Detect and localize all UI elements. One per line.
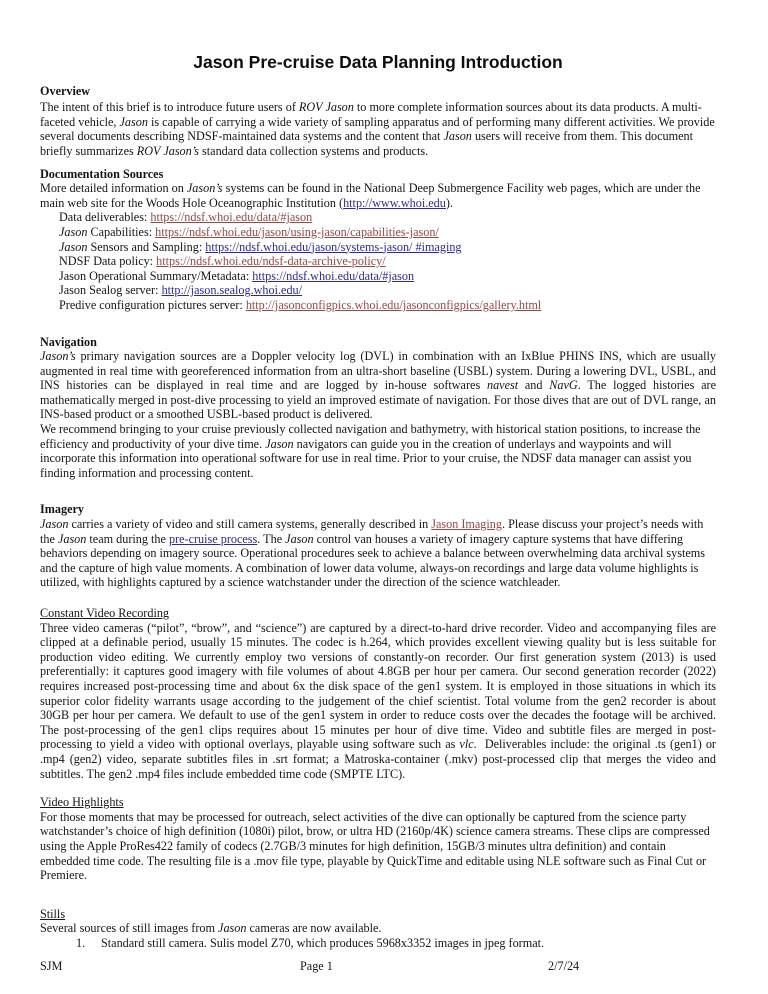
paragraph [40,422,716,480]
item-text [101,936,544,951]
text-run: ROV Jason [298,100,354,115]
hyperlink[interactable]: https://ndsf.whoi.edu/jason/systems-jason/ #imaging [205,239,462,254]
link-list-item [59,298,716,313]
document-content [40,84,716,951]
paragraph [40,517,716,590]
footer-author: SJM [40,959,63,974]
text-run: . The [257,531,286,546]
text-run: team during the [86,531,169,546]
link-list-item [59,225,716,240]
paragraph [40,921,716,936]
link-list-item [59,283,716,298]
text-run: Jason [218,921,247,936]
page-footer [40,959,716,975]
text-run: Three video cameras (“pilot”, “brow”, and “science”) are captured by a direct-to-hard drive recorder. Video and accompanying files are clipped at a definable period, usually 15 minutes. The codec is h.264, which provides excellent viewing quality but is less suitable for production video editing. We currently employ two versions of constantly-on recorder. Our first generation system (2013) is used preferentially: it captures good imagery with file volumes of about 4.8GB per hour per camera. Our second generation recorder (2022) requires increased post-processing time and about 6x the disk space of the gen1 system. It is employed in those situations in which its superior color fidelity warrants usage according to the judgement of the chief scientist. Total volume from the gen2 recorder is about 30GB per hour per camera. We default to use of the gen1 system in order to reduce costs over the decades the footage will be archived. The post-processing of the gen1 clips requires about 15 minutes per hour of dive time. Video and subtitle files are merged in post-processing to yield a video with optional overlays, playable using software such as [40,620,716,752]
hyperlink[interactable]: pre-cruise process [168,531,258,546]
text-run: to more complete information sources about its data products. A multi-faceted vehicle, [40,100,702,129]
section-heading: Navigation [40,334,97,349]
text-run: Capabilities: [87,224,156,239]
section-heading: Overview [40,83,91,98]
text-run: Standard still camera. Sulis model Z70, which produces 5968x3352 images in jpeg format. [101,935,545,950]
text-run: navest [486,378,519,393]
footer-date: 2/7/24 [548,959,580,974]
text-run: Jason [285,531,314,546]
item-number: 1. [76,935,86,950]
hyperlink[interactable]: Jason Imaging [431,517,502,532]
text-run: For those moments that may be processed for outreach, select activities of the dive can optionally be captured from the science party watchstander’s choice of high definition (1080i) pilot, brow, or ultra HD (2160p/4K) science camera streams. These clips are compressed using the Apple ProRes422 family of codecs (2.7GB/3 minutes for high definition, 15GB/3 minutes ultra definition) and contain embedded time code. The resulting file is a .mov file type, playable by QuickTime and editable using NLE software such as Final Cut or Premiere. [40,809,710,883]
hyperlink[interactable]: http://jasonconfigpics.whoi.edu/jasonconfigpics/gallery.html [245,297,542,312]
document-title: Jason Pre-cruise Data Planning Introduction [193,52,563,72]
text-run: Jason [40,517,69,532]
text-run: NavG [549,378,578,393]
text-run: Several sources of still images from [40,921,219,936]
hyperlink[interactable]: http://jason.sealog.whoi.edu/ [161,283,303,298]
text-run: . The logged histories are mathematically merged in post-dive processing to yield an improved estimate of navigation. For those dives that are out of DVL range, an INS-based product or a smoothed USBL-based product is delivered. [40,378,716,422]
text-run: . Please discuss your project’s needs with the [40,517,704,546]
footer-page-number: Page 1 [300,959,333,974]
text-run: More detailed information on [40,181,187,196]
text-run: Jason Operational Summary/Metadata: [59,268,253,283]
paragraph [40,621,716,782]
hyperlink[interactable]: https://ndsf.whoi.edu/data/#jason [150,210,313,225]
text-run: navigators can guide you in the creation of underlays and waypoints and will incorporate this information into operational software for use in real time. Prior to your cruise, the NDSF data manager can assist you finding information and processing content. [40,436,692,480]
text-run: carries a variety of video and still camera systems, generally described in [68,517,432,532]
hyperlink[interactable]: https://ndsf.whoi.edu/ndsf-data-archive-policy/ [156,254,386,269]
text-run: Sensors and Sampling: [87,239,206,254]
text-run: We recommend bringing to your cruise previously collected navigation and bathymetry, with historical station positions, to increase the efficiency and productivity of your dive time. [40,422,701,451]
section-heading: Documentation Sources [40,166,164,181]
text-run: Jason [57,531,87,546]
text-run: and [518,378,550,393]
text-run: control van houses a variety of imagery capture systems that have differing behaviors depending on imagery source. Operational procedures seek to achieve a balance between overwhelming data archival systems and the capture of high value moments. A combination of lower data volume, always-on recordings and large data volume highlights is utilized, with highlights captured by a science watchstander under the direction of the science watchleader. [40,531,705,590]
hyperlink[interactable]: http://www.whoi.edu [343,195,446,210]
sub-heading: Stills [40,906,66,921]
link-list-item [59,240,716,255]
text-run: Jason [59,224,88,239]
link-list-item [59,254,716,269]
paragraph [40,810,716,883]
section-heading: Imagery [40,502,84,517]
text-run: ). [445,195,453,210]
text-run: cameras are now available. [246,921,382,936]
paragraph [40,181,716,210]
text-run: standard data collection systems and products. [198,143,429,158]
paragraph [40,100,716,158]
text-run: systems can be found in the National Deep Submergence Facility web pages, which are under the main web site for the Woods Hole Oceanographic Institution ( [40,181,701,210]
text-run: primary navigation sources are a Doppler velocity log (DVL) in combination with an IxBlue PHINS INS, which are usually augmented in real time with georeferenced information from an ultra-short baseline (USBL) system. During a lowering DVL, USBL, and INS histories can be displayed in real time and are logged by in-house softwares [40,349,716,393]
paragraph [40,349,716,422]
text-run: Predive configuration pictures server: [59,297,246,312]
numbered-list [40,936,716,951]
hyperlink[interactable]: https://ndsf.whoi.edu/data/#jason [252,268,415,283]
text-run: ROV Jason’s [136,143,199,158]
sub-heading: Constant Video Recording [40,606,170,620]
hyperlink[interactable]: https://ndsf.whoi.edu/jason/using-jason/capabilities-jason/ [155,224,439,239]
text-run: Jason’s [186,181,223,196]
sub-heading: Video Highlights [40,795,124,810]
numbered-item [40,936,716,951]
text-run: Jason’s [40,349,76,364]
text-run: NDSF Data policy: [59,254,157,269]
text-run: is capable of carrying a wide variety of sampling apparatus and of performing many different activities. We provide several documents describing NDSF-maintained data systems and the content that [40,114,715,144]
text-run: Jason [443,129,472,144]
text-run: Data deliverables: [59,210,151,225]
text-run: The intent of this brief is to introduce future users of [40,100,299,115]
text-run: Jason Sealog server: [59,283,162,298]
text-run: vlc [459,737,474,752]
text-run: . Deliverables include: the original .ts (gen1) or .mp4 (gen2) video, separate subtitles files in .srt format; a Matroska-container (.mkv) post-processed clip that merges the video and subtitles. The gen2 .mp4 files include embedded time code (SMPTE LTC). [40,737,716,781]
link-list-item [59,210,716,225]
link-list [40,210,716,312]
text-run: Jason [119,114,148,129]
link-list-item [59,269,716,284]
text-run: Jason [59,239,88,254]
text-run: users will receive from them. This document briefly summarizes [40,129,694,158]
text-run: Jason [265,436,294,451]
